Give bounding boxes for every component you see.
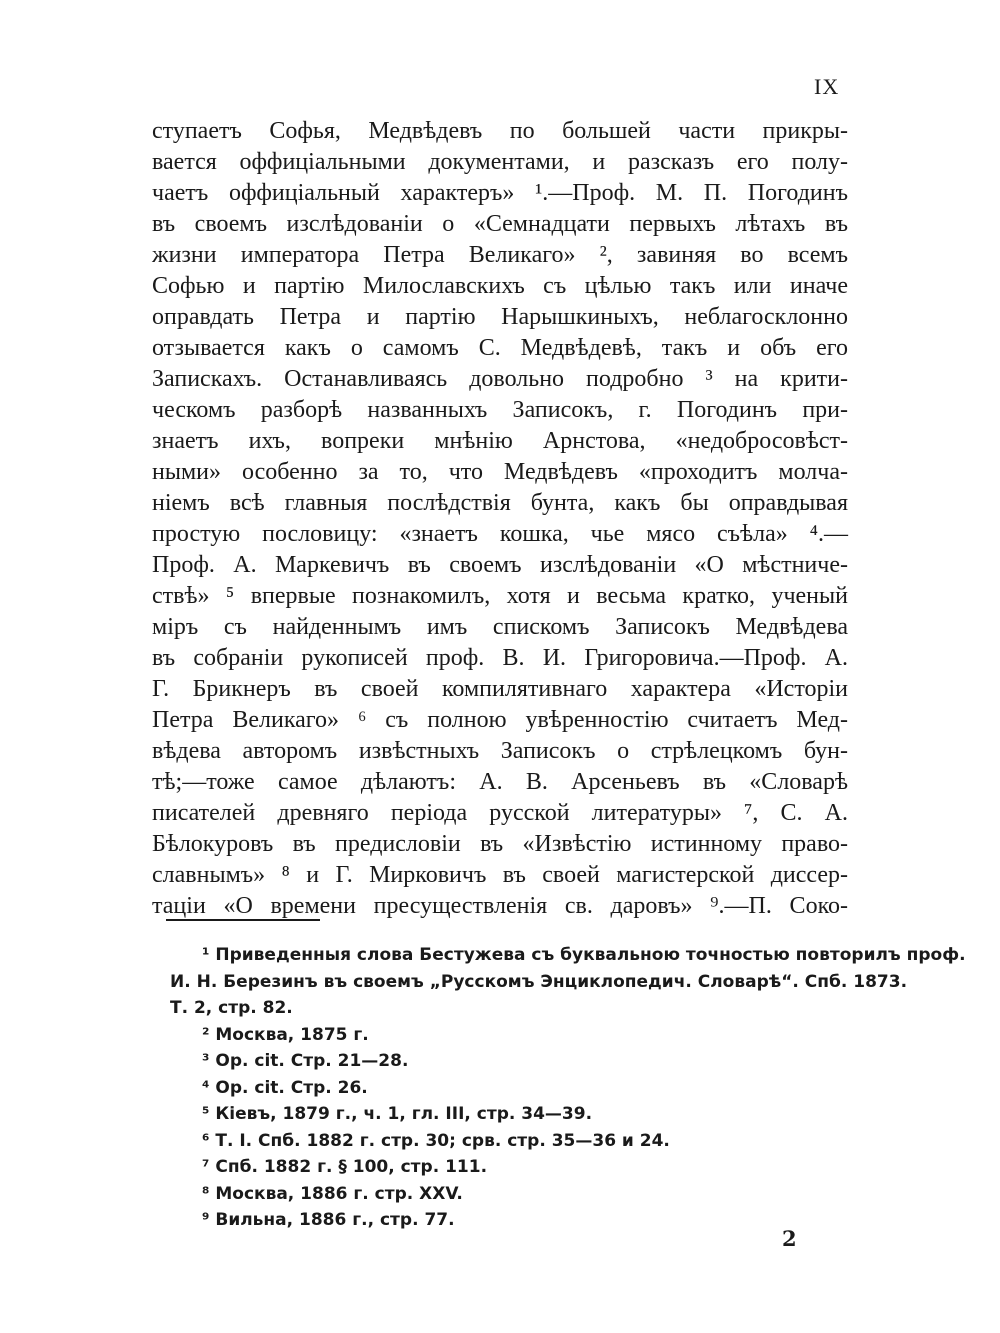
footnote-line: ² Москва, 1875 г. bbox=[202, 1024, 369, 1045]
text-line: ступаетъ Софья, Медвѣдевъ по большей части прикры- bbox=[152, 118, 848, 144]
text-line: въ собраніи рукописей проф. В. И. Григоровича.—Проф. А. bbox=[152, 645, 848, 671]
footnote-line: ⁴ Op. cit. Стр. 26. bbox=[202, 1077, 368, 1098]
text-line: ческомъ разборѣ названныхъ Записокъ, г. Погодинъ при- bbox=[152, 397, 848, 423]
text-line: въ своемъ изслѣдованіи о «Семнадцати первыхъ лѣтахъ въ bbox=[152, 211, 848, 237]
text-line: вѣдева авторомъ извѣстныхъ Записокъ о стрѣлецкомъ бун- bbox=[152, 738, 848, 764]
text-line: Запискахъ. Останавливаясь довольно подробно ³ на крити- bbox=[152, 366, 848, 392]
text-line: Софью и партію Милославскихъ съ цѣлью такъ или иначе bbox=[152, 273, 848, 299]
text-line: вается оффиціальными документами, и разсказъ его полу- bbox=[152, 149, 848, 175]
footnote-line: ¹ Приведенныя слова Бестужева съ буквальною точностью повторилъ проф. bbox=[202, 945, 966, 965]
footnote-line: Т. 2, стр. 82. bbox=[170, 998, 293, 1018]
text-line: ніемъ всѣ главныя послѣдствія бунта, какъ бы оправдывая bbox=[152, 490, 848, 516]
footnote-line: ⁵ Кіевъ, 1879 г., ч. 1, гл. III, стр. 34—39. bbox=[202, 1104, 593, 1124]
text-line: простую пословицу: «знаетъ кошка, чье мясо съѣла» ⁴.— bbox=[152, 521, 848, 547]
text-line: отзывается какъ о самомъ С. Медвѣдевѣ, такъ и объ его bbox=[152, 335, 848, 361]
text-line: тѣ;—тоже самое дѣлаютъ: А. В. Арсеньевъ въ «Словарѣ bbox=[152, 769, 848, 795]
text-line: таціи «О времени пресуществленія св. даровъ» ⁹.—П. Соко- bbox=[152, 893, 848, 919]
text-line: оправдать Петра и партію Нарышкиныхъ, неблагосклонно bbox=[152, 304, 848, 330]
text-line: Бѣлокуровъ въ предисловіи въ «Извѣстію истинному право- bbox=[152, 831, 848, 857]
text-line: жизни императора Петра Великаго» ², завиняя во всемъ bbox=[152, 242, 848, 268]
text-line: чаетъ оффиціальный характеръ» ¹.—Проф. М. П. Погодинъ bbox=[152, 180, 848, 206]
footnote-line: И. Н. Березинъ въ своемъ „Русскомъ Энциклопедич. Словарѣ“. Спб. 1873. bbox=[170, 971, 908, 992]
text-line: міръ съ найденнымъ имъ спискомъ Записокъ Медвѣдева bbox=[152, 614, 848, 640]
footnote-divider bbox=[166, 919, 320, 921]
text-line: знаетъ ихъ, вопреки мнѣнію Арнстова, «недобросовѣст- bbox=[152, 428, 848, 454]
text-line: славнымъ» ⁸ и Г. Мирковичъ въ своей магистерской диссер- bbox=[152, 862, 848, 888]
text-line: Проф. А. Маркевичъ въ своемъ изслѣдованіи «О мѣстниче- bbox=[152, 552, 848, 578]
signature-mark: 2 bbox=[782, 1226, 797, 1251]
footnote-line: ⁶ Т. I. Спб. 1882 г. стр. 30; срв. стр. 35—36 и 24. bbox=[202, 1130, 670, 1151]
footnote-line: ⁸ Москва, 1886 г. стр. XXV. bbox=[202, 1183, 463, 1204]
text-line: ствѣ» ⁵ впервые познакомилъ, хотя и весьма кратко, ученый bbox=[152, 583, 848, 609]
text-line: писателей древняго періода русской литературы» ⁷, С. А. bbox=[152, 800, 848, 826]
text-line: Г. Брикнеръ въ своей компилятивнаго характера «Исторіи bbox=[152, 676, 848, 702]
page-number: IX bbox=[814, 74, 840, 99]
footnotes bbox=[170, 942, 966, 1234]
footnote-line: ⁹ Вильна, 1886 г., стр. 77. bbox=[202, 1210, 455, 1230]
footnote-line: ⁷ Спб. 1882 г. § 100, стр. 111. bbox=[202, 1157, 488, 1177]
main-text bbox=[152, 116, 848, 922]
text-line: ными» особенно за то, что Медвѣдевъ «проходитъ молча- bbox=[152, 459, 848, 485]
footnote-line: ³ Op. cit. Стр. 21—28. bbox=[202, 1051, 409, 1071]
text-line: Петра Великаго» ⁶ съ полною увѣренностію считаетъ Мед- bbox=[152, 707, 848, 733]
